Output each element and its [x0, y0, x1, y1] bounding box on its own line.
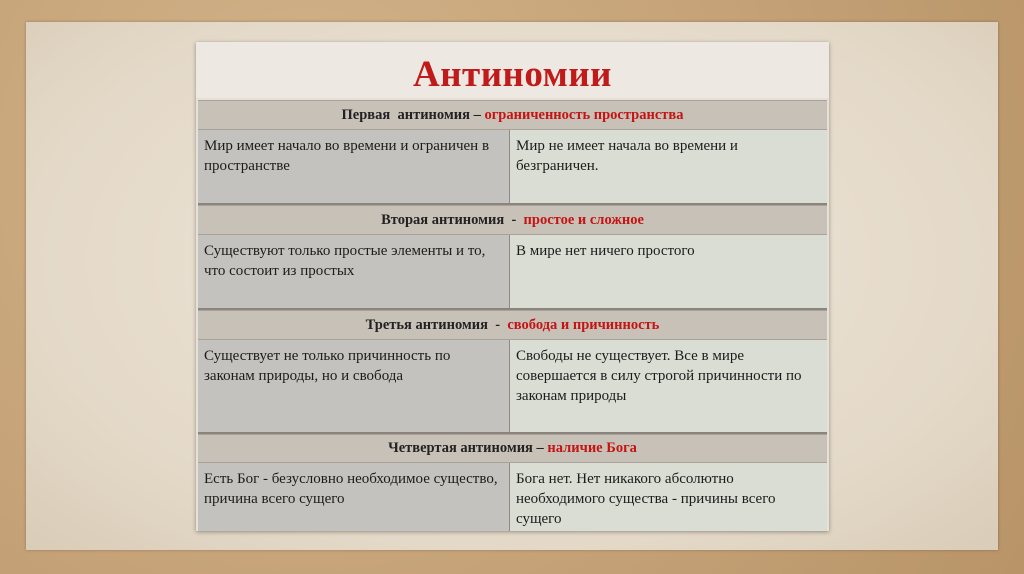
antinomy-4-header	[198, 434, 827, 463]
antinomy-3-thesis: Существует не только причинность по законам природы, но и свобода	[198, 340, 510, 432]
antinomy-1-header	[198, 100, 827, 130]
antinomy-4-topic: наличие Бога	[547, 440, 637, 456]
antinomy-2-topic: простое и сложное	[523, 211, 644, 228]
antinomy-4-antithesis: Бога нет. Нет никакого абсолютно необходимого существа - причины всего сущего	[510, 463, 827, 531]
antinomy-3-topic: свобода и причинность	[507, 316, 660, 333]
antinomy-3-antithesis: Свободы не существует. Все в мире совершается в силу строгой причинности по законам природы	[510, 340, 827, 432]
antinomy-1-topic: ограниченность пространства	[484, 106, 684, 123]
antinomy-1-antithesis: Мир не имеет начала во времени и безграничен.	[510, 130, 827, 203]
antinomy-3-header	[198, 310, 827, 340]
antinomy-4-thesis: Есть Бог - безусловно необходимое существо, причина всего сущего	[198, 463, 510, 531]
slide	[196, 42, 829, 531]
antinomy-1-thesis: Мир имеет начало во времени и ограничен в пространстве	[198, 130, 510, 203]
antinomy-1-label: Первая антиномия –	[341, 106, 485, 123]
title-box	[196, 42, 829, 98]
antinomy-2-header	[198, 205, 827, 235]
antinomy-4-label: Четвертая антиномия –	[388, 440, 548, 456]
antinomy-2-antithesis: В мире нет ничего простого	[510, 235, 827, 308]
antinomy-3-label: Третья антиномия -	[365, 316, 508, 333]
antinomy-2-label: Вторая антиномия -	[381, 211, 524, 228]
antinomy-2-thesis: Существуют только простые элементы и то, что состоит из простых	[198, 235, 510, 308]
slide-title: Антиномии	[413, 53, 612, 95]
